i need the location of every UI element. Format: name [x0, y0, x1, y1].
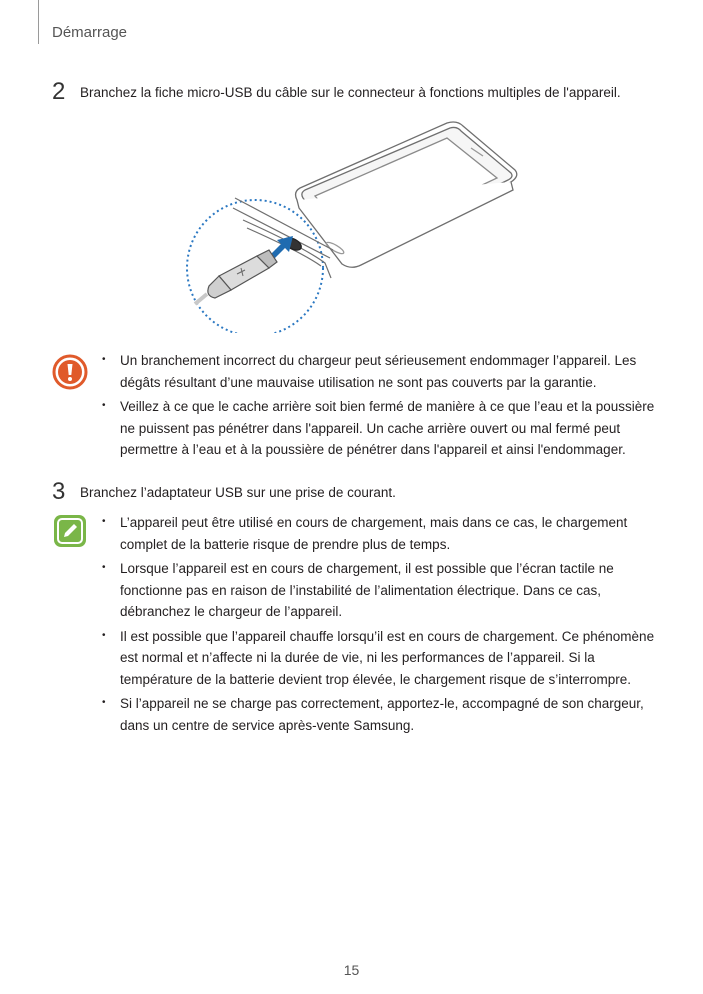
step-text: Branchez l’adaptateur USB sur une prise de courant.	[80, 485, 396, 500]
header-rule	[38, 0, 39, 44]
list-item: • Si l’appareil ne se charge pas correctement, apportez-le, accompagné de son chargeur, dans un centre de service après-vente Samsung.	[100, 693, 660, 736]
step-number: 2	[52, 78, 66, 105]
step-text: Branchez la fiche micro-USB du câble sur le connecteur à fonctions multiples de l'appareil.	[80, 85, 621, 100]
page-number: 15	[343, 962, 360, 978]
list-item: • Lorsque l’appareil est en cours de chargement, il est possible que l’écran tactile ne fonctionne pas en raison de l’instabilité de l’alimentation électrique. Dans ce cas, débranchez le chargeur de l’appareil.	[100, 558, 660, 623]
list-item: • L’appareil peut être utilisé en cours de chargement, mais dans ce cas, le chargement complet de la batterie risque de prendre plus de temps.	[100, 512, 660, 555]
phone-body	[296, 122, 517, 267]
list-item: • Veillez à ce que le cache arrière soit bien fermé de manière à ce que l’eau et la poussière ne puissent pas pénétrer dans l'appareil. Un cache arrière ouvert ou mal fermé peut permettre à l’eau et à la poussière de pénétrer dans l'appareil et ainsi l'endommager.	[100, 396, 660, 461]
list-item: • Un branchement incorrect du chargeur peut sérieusement endommager l’appareil. Les dégâts résultant d’une mauvaise utilisation ne sont pas couverts par la garantie.	[100, 350, 660, 393]
step-number: 3	[52, 478, 66, 505]
note-list	[100, 512, 660, 739]
section-title: Démarrage	[52, 24, 128, 41]
phone-charging-illustration	[185, 118, 525, 333]
pencil-note-icon	[52, 513, 88, 549]
caution-list	[100, 350, 660, 464]
list-item: • Il est possible que l’appareil chauffe lorsqu’il est en cours de chargement. Ce phénomène est normal et n’affecte ni la durée de vie, ni les performances de l’appareil. Si la température de la batterie devient trop élevée, le chargement risque de s’interrompre.	[100, 626, 660, 691]
exclamation-icon	[52, 354, 88, 390]
